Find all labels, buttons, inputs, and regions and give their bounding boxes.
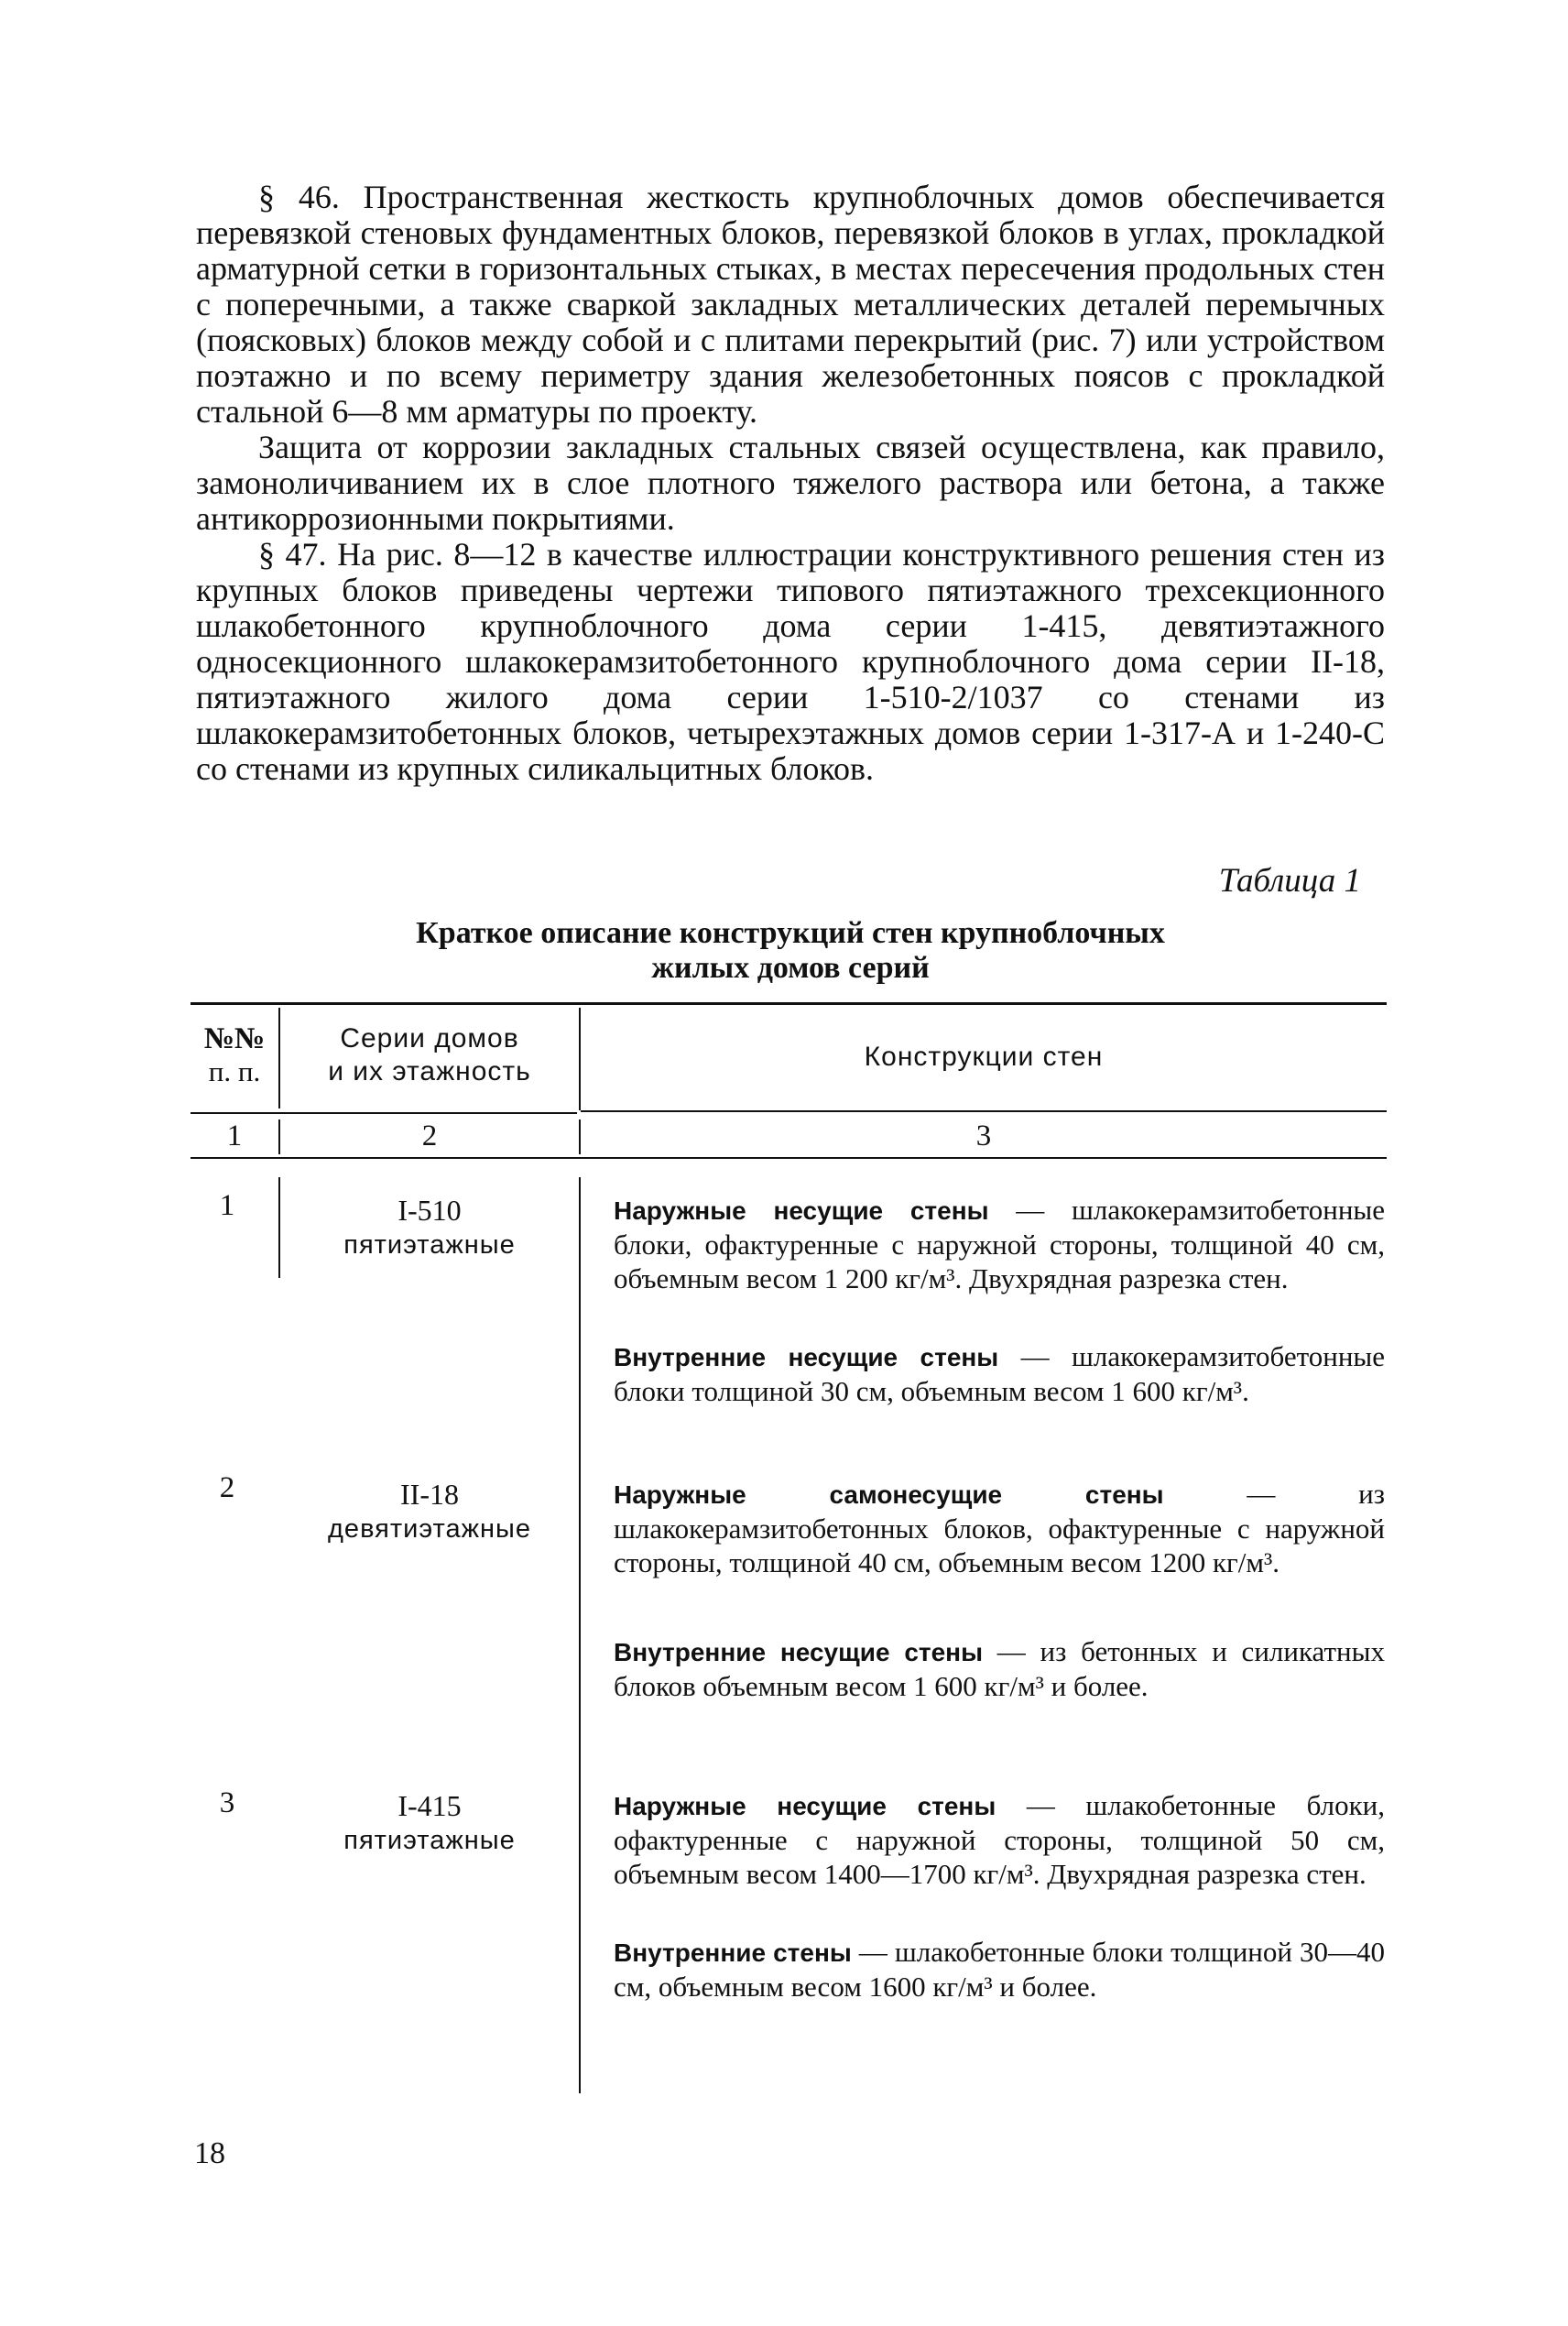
- row-3-series-code: I-415: [397, 1789, 462, 1822]
- row-2-block-2: [614, 1634, 1385, 1703]
- column-number-3: 3: [975, 1119, 992, 1152]
- row-1-block-1-label: Наружные несущие стены: [614, 1196, 989, 1225]
- row-1-block-2: [614, 1339, 1385, 1408]
- row-2-series: [280, 1477, 579, 1546]
- number-row-bottom-rule: [191, 1157, 1387, 1159]
- table-top-rule: [191, 1002, 1387, 1005]
- row-3-series: [280, 1788, 579, 1858]
- row-2-number: 2: [219, 1471, 235, 1504]
- header-col-number-line-2: п. п.: [208, 1055, 261, 1087]
- row-1-floors: пятиэтажные: [343, 1230, 516, 1260]
- header-col-series: [280, 1022, 579, 1088]
- paragraph-46: § 46. Пространственная жесткость крупноблочных домов обеспечивается перевязкой стеновых фундаментных блоков, перевязкой блоков в углах, прокладкой арматурной сетки в горизонтальных стыках, в местах пересечения продольных стен с поперечными, а также сваркой закладных металлических деталей перемычных (поясковых) блоков между собой и с плитами перекрытий (рис. 7) или устройством поэтажно и по всему периметру здания железобетонных поясов с прокладкой стальной 6—8 мм арматуры по проекту.: [196, 179, 1385, 430]
- table-title: [196, 916, 1385, 986]
- row-2-block-1-label: Наружные самонесущие стены: [614, 1480, 1164, 1509]
- column-number-2: 2: [421, 1119, 438, 1152]
- row-3-block-1: [614, 1788, 1385, 1891]
- row-3-block-2-text: — шлакобетонные блоки толщиной 30—40 см, объемным весом 1600 кг/м³ и более.: [614, 1936, 1386, 2003]
- row-1-block-2-label: Внутренние несущие стены: [614, 1343, 999, 1371]
- body-text: [196, 180, 1385, 787]
- row-3-block-1-text: — шлакобетонные блоки, офактуренные с наружной стороны, толщиной 50 см, объемным весом 1400—1700 кг/м³. Двухрядная разрезка стен.: [614, 1789, 1385, 1890]
- paragraph-47: § 47. На рис. 8—12 в качестве иллюстрации конструктивного решения стен из крупных блоков приведены чертежи типового пятиэтажного трехсекционного шлакобетонного крупноблочного дома серии 1-415, девятиэтажного односекционного шлакокерамзитобетонного крупноблочного дома серии II-18, пятиэтажного жилого дома серии 1-510-2/1037 со стенами из шлакокерамзитобетонных блоков, четырехэтажных домов серии 1-317-А и 1-240-С со стенами из крупных силикальцитных блоков.: [196, 536, 1385, 787]
- table-title-line-1: Краткое описание конструкций стен крупноблочных: [416, 916, 1165, 950]
- row-3-floors: пятиэтажные: [343, 1826, 516, 1855]
- row-1-block-2-text: — шлакокерамзитобетонные блоки толщиной 30 см, объемным весом 1 600 кг/м³.: [614, 1340, 1385, 1407]
- column-number-1: 1: [226, 1119, 243, 1152]
- row-3-block-1-label: Наружные несущие стены: [614, 1792, 996, 1820]
- header-bottom-rule-right: [581, 1110, 1387, 1112]
- row-1-series-code: I-510: [397, 1194, 462, 1227]
- row-2-floors: девятиэтажные: [328, 1514, 531, 1544]
- header-col-series-line-1: Серии домов: [340, 1023, 519, 1054]
- row-3-number: 3: [219, 1786, 235, 1819]
- header-col-series-line-2: и их этажность: [328, 1056, 531, 1087]
- row-1-series: [280, 1193, 579, 1262]
- row-1-block-1: [614, 1193, 1385, 1295]
- header-bottom-rule-left: [191, 1112, 577, 1114]
- paragraph-corrosion: Защита от коррозии закладных стальных связей осуществлена, как правило, замоноличиванием их в слое плотного тяжелого раствора или бетона, а также антикоррозионными покрытиями.: [196, 429, 1385, 537]
- header-col-number-line-1: №№: [203, 1022, 266, 1055]
- row-3-block-2-label: Внутренние стены: [614, 1938, 852, 1967]
- column-divider-2-body: [579, 1177, 581, 2093]
- table-title-line-2: жилых домов серий: [651, 951, 930, 985]
- row-2-block-1-text: — из шлакокерамзитобетонных блоков, офактуренные с наружной стороны, толщиной 40 см, объемным весом 1200 кг/м³.: [614, 1478, 1385, 1578]
- row-2-block-2-label: Внутренние несущие стены: [614, 1638, 983, 1666]
- header-col-number: [191, 1022, 278, 1088]
- row-2-series-code: II-18: [400, 1478, 459, 1511]
- row-1-number: 1: [219, 1189, 235, 1222]
- row-1-block-1-text: — шлакокерамзитобетонные блоки, офактуренные с наружной стороны, толщиной 40 см, объемным весом 1 200 кг/м³. Двухрядная разрезка стен.: [614, 1194, 1385, 1294]
- page-number: 18: [194, 2136, 225, 2170]
- table-label: Таблица 1: [1218, 862, 1361, 900]
- header-col-construction: Конструкции стен: [864, 1042, 1104, 1072]
- row-2-block-1: [614, 1477, 1385, 1579]
- row-2-block-2-text: — из бетонных и силикатных блоков объемным весом 1 600 кг/м³ и более.: [614, 1635, 1385, 1702]
- row-3-block-2: [614, 1935, 1385, 2004]
